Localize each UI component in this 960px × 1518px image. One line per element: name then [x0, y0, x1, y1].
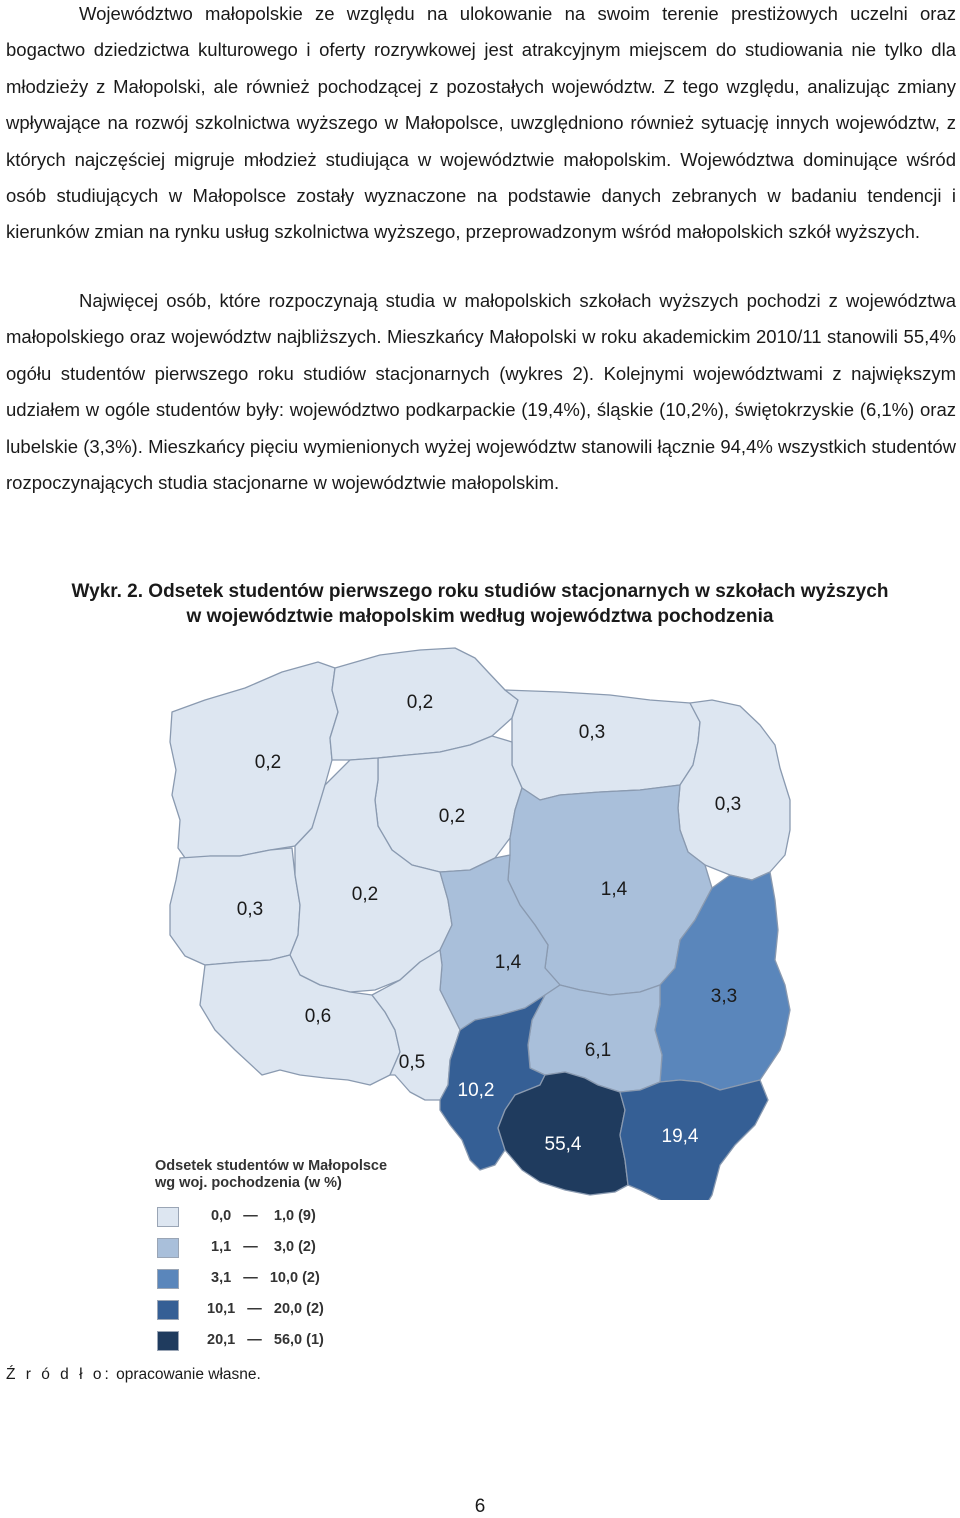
source-text: opracowanie własne.: [111, 1366, 261, 1383]
legend-row: [155, 1330, 455, 1352]
legend-range-label: 1,1 — 3,0 (2): [207, 1239, 316, 1255]
legend-swatch: [157, 1207, 179, 1227]
map-legend: [155, 1158, 455, 1348]
page-number: 6: [474, 1496, 486, 1517]
region-wielkopolskie-value-label: 0,2: [351, 884, 379, 905]
legend-title-line-2: wg woj. pochodzenia (w %): [155, 1175, 342, 1191]
legend-range-label: 20,1 — 56,0 (1): [207, 1332, 324, 1348]
region-pomorskie-value-label: 0,2: [406, 692, 434, 713]
paragraph-2: Najwięcej osób, które rozpoczynają studia w małopolskich szkołach wyższych pochodzi z województwa małopolskiego oraz województw najbliższych. Mieszkańcy Małopolski w roku akademickim 2010/11 stanowili 55,4% ogółu studentów pierwszego roku studiów stacjonarnych (wykres 2). Kolejnymi województwami z największym udziałem w ogóle studentów były: województwo podkarpackie (19,4%), śląskie (10,2%), świętokrzyskie (6,1%) oraz lubelskie (3,3%). Mieszkańcy pięciu wymienionych wyżej województw stanowili łącznie 94,4% wszystkich studentów rozpoczynających studia stacjonarne w województwie małopolskim.: [6, 290, 956, 494]
paragraph-1: Województwo małopolskie ze względu na ulokowanie na swoim terenie prestiżowych uczelni oraz bogactwo dziedzictwa kulturowego i oferty rozrywkowej jest atrakcyjnym miejscem do studiowania nie tylko dla młodzieży z Małopolski, ale również pochodzącej z pozostałych województw. Z tego względu, analizując zmiany wpływające na rozwój szkolnictwa wyższego w Małopolsce, uwzględniono również sytuację innych województw, z których najczęściej migruje młodzież studiująca w województwie małopolskim. Województwa dominujące wśród osób studiujących w Małopolsce zostały wyznaczone na podstawie danych zebranych w badaniu tendencji i kierunków zmian na rynku usług szkolnictwa wyższego, przeprowadzonym wśród małopolskich szkół wyższych.: [6, 3, 956, 243]
legend-title-line-1: Odsetek studentów w Małopolsce: [155, 1158, 388, 1174]
region-mazowieckie-value-label: 1,4: [600, 879, 628, 900]
source-note: [6, 1366, 261, 1384]
caption-line-1: Wykr. 2. Odsetek studentów pierwszego roku studiów stacjonarnych w szkołach wyższych: [71, 581, 889, 602]
region-kujawsko-pomorskie: [375, 736, 522, 872]
legend-swatch: [157, 1269, 179, 1289]
legend-row: [155, 1299, 455, 1321]
legend-swatch: [157, 1331, 179, 1351]
source-label: Ź r ó d ł o:: [6, 1366, 112, 1383]
region-swietokrzyskie-value-label: 6,1: [584, 1040, 612, 1061]
legend-row: [155, 1206, 455, 1228]
legend-range-label: 3,1 — 10,0 (2): [207, 1270, 320, 1286]
caption-line-2: w województwie małopolskim według województwa pochodzenia: [186, 605, 774, 627]
region-podkarpackie-value-label: 19,4: [661, 1126, 699, 1147]
region-lubelskie-value-label: 3,3: [710, 986, 738, 1007]
region-malopolskie-value-label: 55,4: [544, 1134, 582, 1155]
region-warminsko-mazurskie: [505, 690, 700, 800]
region-lubuskie: [170, 848, 300, 965]
region-podlaskie-value-label: 0,3: [714, 794, 742, 815]
legend-swatch: [157, 1300, 179, 1320]
legend-range-label: 10,1 — 20,0 (2): [207, 1301, 324, 1317]
poland-voivodeship-map: [0, 640, 960, 1200]
region-lubuskie-value-label: 0,3: [236, 899, 264, 920]
region-warminsko-mazurskie-value-label: 0,3: [578, 722, 606, 743]
region-kujawsko-pomorskie-value-label: 0,2: [438, 806, 466, 827]
legend-row: [155, 1237, 455, 1259]
region-lodzkie-value-label: 1,4: [494, 952, 522, 973]
legend-range-label: 0,0 — 1,0 (9): [207, 1208, 316, 1224]
region-slaskie-value-label: 10,2: [457, 1080, 495, 1101]
figure-caption: [0, 580, 960, 629]
region-zachodniopomorskie-value-label: 0,2: [254, 752, 282, 773]
region-opolskie-value-label: 0,5: [398, 1052, 426, 1073]
legend-row: [155, 1268, 455, 1290]
region-dolnoslaskie-value-label: 0,6: [304, 1006, 332, 1027]
legend-swatch: [157, 1238, 179, 1258]
